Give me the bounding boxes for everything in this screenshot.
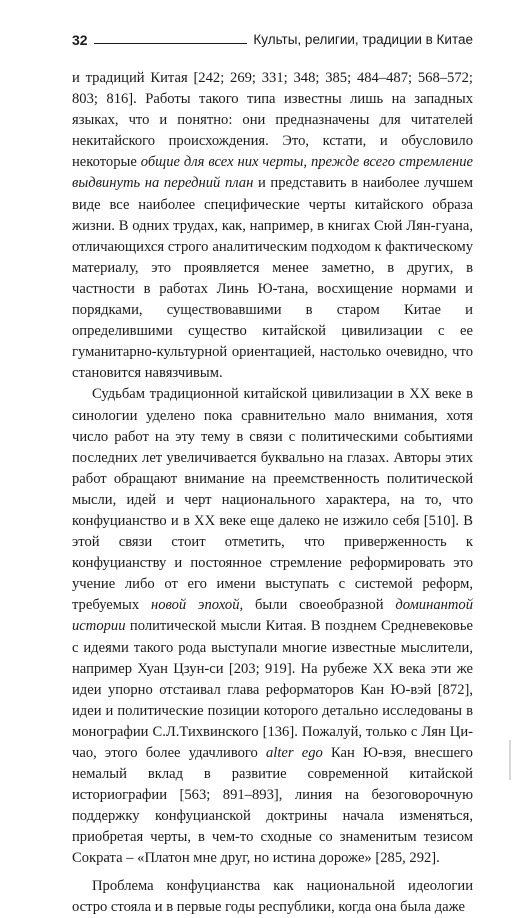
paragraph-3 <box>72 876 473 918</box>
paragraph-2-italic-dominant: доминантой истории <box>72 597 474 635</box>
paragraph-2 <box>72 384 473 869</box>
page-number: 32 <box>72 32 88 48</box>
paragraph-2-text-e: политической мысли Китая. В позднем Средневековье с идеями такого рода выступали многие известные мыслители, например Хуан Цзун-си [203; 919]. На рубеже XX века эти же идеи упорно отстаивал глава реформаторов Кан Ю-вэй [872], идеи и политические позиции которого детально исследованы в монографии С.Л.Тихвинского [136]. Пожалуй, только с Лян Ци-чао, этого более удачливого <box>72 618 473 761</box>
running-header <box>72 28 473 48</box>
scan-edge-mark <box>509 740 511 780</box>
paragraph-2-text-c: были своеобразной <box>243 597 396 614</box>
paragraph-2-italic-alter-ego: alter ego <box>266 745 323 761</box>
paragraph-1 <box>72 68 473 384</box>
running-title: Культы, религии, традиции в Китае <box>253 32 473 47</box>
paragraph-2-text-a: Судьбам традиционной китайской цивилизации в XX веке в синологии уделено пока сравнительно мало внимания, хотя число работ на эту тему в связи с политическими событиями последних лет увеличивается буквально на глазах. Авторы этих работ обращают внимание на преемственность политической мысли, идей и черт национального характера, на то, что конфуцианство и в XX веке еще далеко не изжило себя [510]. В этой связи стоит отметить, что приверженность к конфуцианству и постоянное стремление реформировать это учение либо от его имени выступать с системой реформ, требуемых <box>72 386 473 614</box>
paragraph-3-text-a: Проблема конфуцианства как национальной идеологии остро стояла и в первые годы республики, когда она была даже <box>72 877 473 915</box>
header-rule <box>94 43 248 44</box>
paragraph-2-text-g: Кан Ю-вэя, внесшего немалый вклад в развитие современной китайской историографии [563; 891–893], линия на безоговорочную поддержку конфуцианской доктрины начала изменяться, приобретая черты, в чем-то сходные со знаменитым тезисом Сократа – «Платон мне друг, но истина дороже» [285, 292]. <box>72 745 473 867</box>
paragraph-1-text-c: и представить в наиболее лучшем виде все наиболее специфические черты китайского образа жизни. В одних трудах, как, например, в книгах Сюй Лян-гуана, отличающихся строго аналитическим подходом к фактическому материалу, это проявляется менее заметно, в других, в частности в работах Линь Ю-тана, восхищение нормами и порядками, существовавшими в старом Китае и определившими существо китайской цивилизации с ее гуманитарно-культурной ориентацией, настолько очевидно, что становится навязчивым. <box>72 175 473 382</box>
paragraph-1-text-a: и традиций Китая [242; 269; 331; 348; 385; 484–487; 568–572; 803; 816]. Работы такого типа известны лишь на западных языках, что и понятно: они предназначены для читателей некитайского происхождения. Это, кстати, и обусловило некоторые <box>72 70 473 171</box>
paragraph-1-italic-phrase: общие для всех них черты, прежде всего стремление выдвинуть на передний план <box>72 154 473 192</box>
body-text <box>72 68 473 918</box>
paragraph-2-italic-new-epoch: новой эпохой, <box>150 597 244 614</box>
